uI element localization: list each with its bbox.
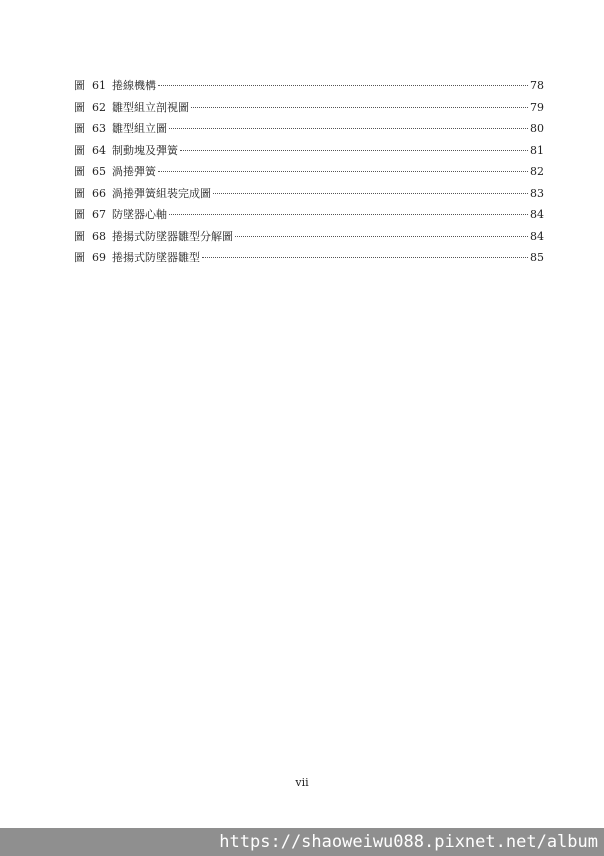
figure-label: 圖 <box>74 186 85 200</box>
figure-number: 67 <box>92 208 106 221</box>
page-number: vii <box>295 776 309 789</box>
figure-number: 64 <box>92 143 106 157</box>
watermark-url: https://shaoweiwu088.pixnet.net/album <box>219 832 598 852</box>
figure-number: 69 <box>92 251 106 264</box>
figure-title: 渦捲彈簧 <box>112 165 156 178</box>
figure-label: 圖 <box>74 165 85 178</box>
figure-label: 圖 <box>74 100 85 114</box>
figure-label: 圖 <box>74 122 85 135</box>
toc-entry[interactable] <box>74 208 544 230</box>
figure-page-number: 85 <box>530 251 544 264</box>
dot-leader <box>235 235 528 237</box>
figure-label: 圖 <box>74 251 85 264</box>
figure-title: 雛型組立剖視圖 <box>112 100 189 114</box>
dot-leader <box>213 192 528 194</box>
figure-label: 圖 <box>74 208 85 221</box>
dot-leader <box>202 256 528 258</box>
toc-entry[interactable] <box>74 187 544 209</box>
figure-page-number: 82 <box>530 165 544 178</box>
figure-page-number: 84 <box>530 229 544 243</box>
figure-label: 圖 <box>74 143 85 157</box>
dot-leader <box>158 170 528 172</box>
figure-page-number: 78 <box>530 79 544 92</box>
dot-leader <box>158 84 528 86</box>
figure-number: 68 <box>92 229 106 243</box>
toc-entry[interactable] <box>74 165 544 187</box>
figure-title: 防墜器心軸 <box>112 208 167 221</box>
figure-number: 65 <box>92 165 106 178</box>
toc-entry[interactable] <box>74 101 544 123</box>
figure-page-number: 79 <box>530 100 544 114</box>
figure-page-number: 81 <box>530 143 544 157</box>
dot-leader <box>169 213 528 215</box>
figure-number: 63 <box>92 122 106 135</box>
figure-number: 61 <box>92 79 106 92</box>
toc-entry[interactable] <box>74 144 544 166</box>
dot-leader <box>169 127 528 129</box>
figure-page-number: 84 <box>530 208 544 221</box>
figure-number: 62 <box>92 100 106 114</box>
dot-leader <box>180 149 528 151</box>
watermark-bar <box>0 828 604 856</box>
figure-title: 渦捲彈簧組裝完成圖 <box>112 186 211 200</box>
toc-entry[interactable] <box>74 230 544 252</box>
figure-title: 捲揚式防墜器雛型分解圖 <box>112 229 233 243</box>
figure-label: 圖 <box>74 79 85 92</box>
figure-label: 圖 <box>74 229 85 243</box>
figure-list <box>74 79 544 273</box>
figure-number: 66 <box>92 186 106 200</box>
figure-page-number: 83 <box>530 186 544 200</box>
figure-title: 捲線機構 <box>112 79 156 92</box>
toc-entry[interactable] <box>74 122 544 144</box>
figure-title: 雛型組立圖 <box>112 122 167 135</box>
dot-leader <box>191 106 528 108</box>
figure-title: 捲揚式防墜器雛型 <box>112 251 200 264</box>
figure-page-number: 80 <box>530 122 544 135</box>
figure-title: 制動塊及彈簧 <box>112 143 178 157</box>
toc-entry[interactable] <box>74 79 544 101</box>
toc-entry[interactable] <box>74 251 544 273</box>
